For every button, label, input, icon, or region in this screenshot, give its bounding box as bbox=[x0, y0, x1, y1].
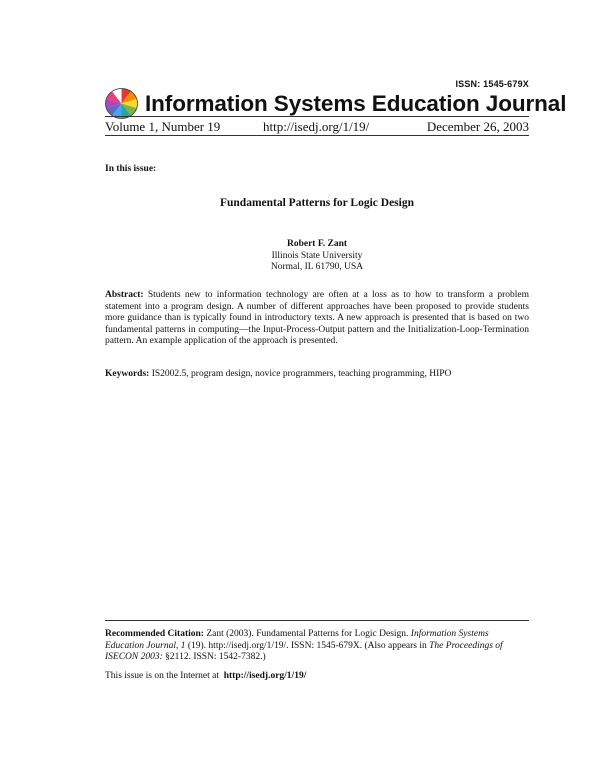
journal-url[interactable]: http://isedj.org/1/19/ bbox=[263, 119, 370, 134]
citation-label: Recommended Citation: bbox=[105, 629, 204, 639]
internet-notice bbox=[105, 671, 529, 681]
author-block bbox=[105, 239, 529, 274]
internet-url[interactable]: http://isedj.org/1/19/ bbox=[223, 671, 307, 681]
keywords-text: IS2002.5, program design, novice programmers, teaching programming, HIPO bbox=[151, 369, 452, 379]
author-affiliation: Illinois State University bbox=[271, 250, 363, 261]
abstract bbox=[105, 290, 529, 348]
internet-text: This issue is on the Internet at bbox=[105, 671, 219, 681]
issn: ISSN: 1545-679X bbox=[455, 79, 529, 89]
citation-volume: 1 bbox=[180, 640, 186, 651]
header-rule-bottom bbox=[105, 135, 529, 136]
issue-date: December 26, 2003 bbox=[426, 119, 529, 134]
author-name: Robert F. Zant bbox=[286, 239, 348, 249]
citation-text-2: (19). http://isedj.org/1/19/. ISSN: 1545-679X. (Also appears in bbox=[187, 640, 427, 651]
journal-title: Information Systems Education Journal bbox=[145, 91, 567, 116]
citation-journal: Information Systems Education Journal, bbox=[105, 629, 489, 651]
citation-proceedings: The Proceedings of ISECON 2003: bbox=[105, 640, 503, 662]
keywords bbox=[105, 369, 529, 381]
author-location: Normal, IL 61790, USA bbox=[270, 262, 364, 272]
paper-title: Fundamental Patterns for Logic Design bbox=[219, 197, 414, 209]
volume-number: Volume 1, Number 19 bbox=[105, 119, 221, 134]
header-rule-top bbox=[105, 116, 529, 117]
in-this-issue-label: In this issue: bbox=[105, 164, 157, 174]
citation-text-3: §2112. ISSN: 1542-7382.) bbox=[165, 652, 266, 662]
recommended-citation bbox=[105, 629, 529, 664]
citation-text-1: Zant (2003). Fundamental Patterns for Logic Design. bbox=[206, 629, 409, 639]
keywords-label: Keywords: bbox=[105, 369, 150, 379]
abstract-label: Abstract: bbox=[105, 290, 144, 300]
footer-rule bbox=[105, 620, 529, 621]
volume-line bbox=[105, 119, 529, 134]
abstract-text: Students new to information technology are often at a loss as to how to transform a problem statement into a program design. A number of different approaches have been proposed to provide students more guidance than is typically found in introductory texts. A new approach is presented that is based on two fundamental patterns in computing—the Input-Process-Output pattern and the Initialization-Loop-Termination pattern. An example application of the approach is presented. bbox=[105, 290, 530, 346]
